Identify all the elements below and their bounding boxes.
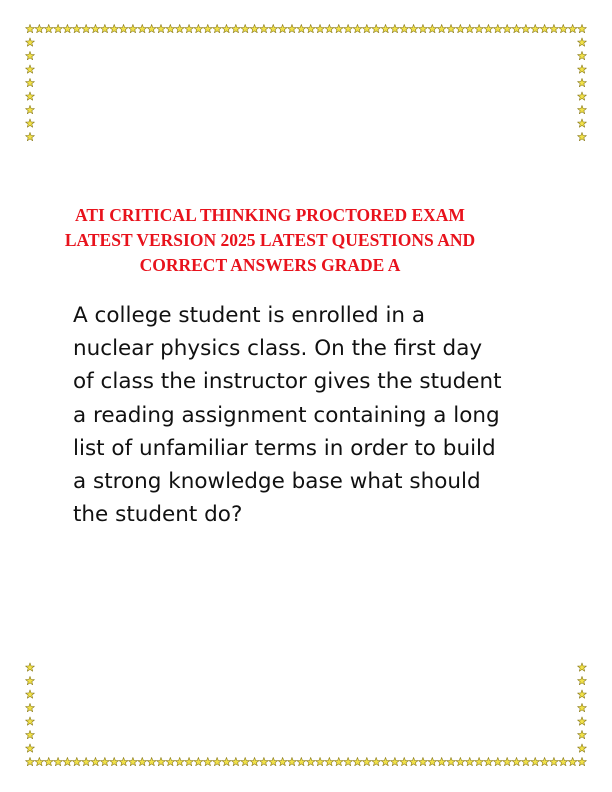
question-line: a reading assignment containing a long	[73, 402, 500, 428]
star-icon	[175, 757, 184, 765]
star-icon	[362, 757, 371, 765]
star-icon	[493, 24, 502, 32]
star-icon	[147, 757, 156, 765]
star-icon	[578, 38, 587, 46]
star-icon	[175, 24, 184, 32]
star-icon	[521, 24, 530, 32]
star-icon	[465, 24, 474, 32]
star-icon	[259, 24, 268, 32]
star-icon	[26, 757, 35, 765]
star-icon	[231, 24, 240, 32]
star-icon	[72, 757, 81, 765]
star-icon	[559, 757, 568, 765]
star-icon	[578, 78, 587, 86]
star-icon	[35, 24, 44, 32]
star-icon	[353, 757, 362, 765]
star-icon	[325, 24, 334, 32]
star-icon	[194, 24, 203, 32]
star-icon	[381, 757, 390, 765]
star-icon	[26, 78, 35, 86]
star-icon	[269, 24, 278, 32]
star-icon	[344, 757, 353, 765]
star-icon	[372, 24, 381, 32]
star-icon	[578, 730, 587, 738]
title-line: LATEST VERSION 2025 LATEST QUESTIONS AND	[64, 230, 476, 250]
star-icon	[419, 24, 428, 32]
star-icon	[540, 24, 549, 32]
star-icon	[100, 24, 109, 32]
star-icon	[231, 757, 240, 765]
star-icon	[213, 24, 222, 32]
star-icon	[138, 757, 147, 765]
star-icon	[437, 24, 446, 32]
star-icon	[428, 757, 437, 765]
star-icon	[578, 703, 587, 711]
star-icon	[456, 757, 465, 765]
question-line: a strong knowledge base what should	[73, 469, 481, 495]
star-icon	[578, 24, 587, 32]
star-icon	[362, 24, 371, 32]
star-icon	[26, 663, 35, 671]
star-icon	[531, 24, 540, 32]
star-icon	[26, 730, 35, 738]
question-line: of class the instructor gives the student	[73, 369, 502, 395]
star-icon	[578, 51, 587, 59]
star-icon	[250, 757, 259, 765]
question-line: the student do?	[73, 502, 243, 528]
star-icon	[484, 24, 493, 32]
star-icon	[26, 65, 35, 73]
star-icon	[44, 757, 53, 765]
star-icon	[381, 24, 390, 32]
star-icon	[129, 757, 138, 765]
star-icon	[63, 24, 72, 32]
question-text	[73, 299, 573, 531]
star-icon	[157, 24, 166, 32]
star-icon	[26, 690, 35, 698]
title-line: CORRECT ANSWERS GRADE A	[139, 255, 401, 275]
star-icon	[437, 757, 446, 765]
star-icon	[578, 663, 587, 671]
star-icon	[465, 757, 474, 765]
star-icon	[288, 24, 297, 32]
star-icon	[26, 51, 35, 59]
star-icon	[550, 24, 559, 32]
star-icon	[26, 703, 35, 711]
star-icon	[241, 24, 250, 32]
star-icon	[26, 717, 35, 725]
star-icon	[26, 744, 35, 752]
star-icon	[157, 757, 166, 765]
star-icon	[26, 105, 35, 113]
star-icon	[26, 92, 35, 100]
star-icon	[390, 757, 399, 765]
star-icon	[147, 24, 156, 32]
star-icon	[44, 24, 53, 32]
star-icon	[578, 105, 587, 113]
star-icon	[475, 24, 484, 32]
star-icon	[316, 24, 325, 32]
star-icon	[334, 24, 343, 32]
star-icon	[278, 24, 287, 32]
star-icon	[419, 757, 428, 765]
star-icon	[578, 119, 587, 127]
star-icon	[54, 757, 63, 765]
page-title	[0, 203, 540, 278]
star-icon	[447, 757, 456, 765]
star-icon	[119, 757, 128, 765]
star-icon	[390, 24, 399, 32]
star-icon	[325, 757, 334, 765]
star-icon	[213, 757, 222, 765]
star-icon	[568, 24, 577, 32]
star-icon	[306, 24, 315, 32]
star-icon	[194, 757, 203, 765]
star-icon	[475, 757, 484, 765]
question-line: list of unfamiliar terms in order to build	[73, 435, 496, 461]
star-icon	[559, 24, 568, 32]
star-icon	[568, 757, 577, 765]
star-icon	[82, 757, 91, 765]
star-icon	[91, 757, 100, 765]
star-icon	[54, 24, 63, 32]
star-icon	[503, 757, 512, 765]
star-icon	[409, 757, 418, 765]
star-icon	[297, 757, 306, 765]
star-icon	[259, 757, 268, 765]
star-icon	[531, 757, 540, 765]
star-icon	[353, 24, 362, 32]
star-icon	[306, 757, 315, 765]
star-icon	[288, 757, 297, 765]
star-icon	[400, 24, 409, 32]
star-icon	[409, 24, 418, 32]
star-icon	[512, 757, 521, 765]
star-icon	[138, 24, 147, 32]
star-icon	[578, 676, 587, 684]
star-icon	[578, 132, 587, 140]
star-icon	[428, 24, 437, 32]
star-icon	[512, 24, 521, 32]
star-icon	[493, 757, 502, 765]
star-icon	[185, 757, 194, 765]
star-icon	[550, 757, 559, 765]
star-icon	[578, 690, 587, 698]
star-icon	[63, 757, 72, 765]
star-icon	[35, 757, 44, 765]
star-icon	[521, 757, 530, 765]
star-icon	[372, 757, 381, 765]
star-icon	[578, 717, 587, 725]
star-icon	[166, 757, 175, 765]
star-icon	[203, 24, 212, 32]
star-icon	[297, 24, 306, 32]
star-icon	[278, 757, 287, 765]
star-icon	[72, 24, 81, 32]
star-icon	[316, 757, 325, 765]
star-icon	[400, 757, 409, 765]
star-icon	[100, 757, 109, 765]
star-icon	[26, 38, 35, 46]
star-icon	[222, 24, 231, 32]
star-icon	[484, 757, 493, 765]
star-icon	[250, 24, 259, 32]
star-icon	[26, 676, 35, 684]
star-icon	[578, 744, 587, 752]
star-icon	[119, 24, 128, 32]
star-icon	[344, 24, 353, 32]
star-icon	[222, 757, 231, 765]
star-icon	[110, 24, 119, 32]
star-icon	[26, 132, 35, 140]
star-icon	[578, 757, 587, 765]
star-icon	[185, 24, 194, 32]
star-icon	[26, 24, 35, 32]
star-icon	[91, 24, 100, 32]
star-icon	[129, 24, 138, 32]
star-icon	[456, 24, 465, 32]
star-icon	[578, 92, 587, 100]
star-icon	[26, 119, 35, 127]
star-icon	[166, 24, 175, 32]
star-icon	[241, 757, 250, 765]
star-icon	[203, 757, 212, 765]
star-icon	[110, 757, 119, 765]
question-line: A college student is enrolled in a	[73, 303, 426, 328]
star-icon	[578, 65, 587, 73]
star-icon	[269, 757, 278, 765]
star-icon	[447, 24, 456, 32]
star-icon	[82, 24, 91, 32]
title-line: ATI CRITICAL THINKING PROCTORED EXAM	[75, 205, 465, 225]
star-icon	[503, 24, 512, 32]
question-line: nuclear physics class. On the first day	[73, 336, 483, 362]
star-icon	[540, 757, 549, 765]
star-icon	[334, 757, 343, 765]
